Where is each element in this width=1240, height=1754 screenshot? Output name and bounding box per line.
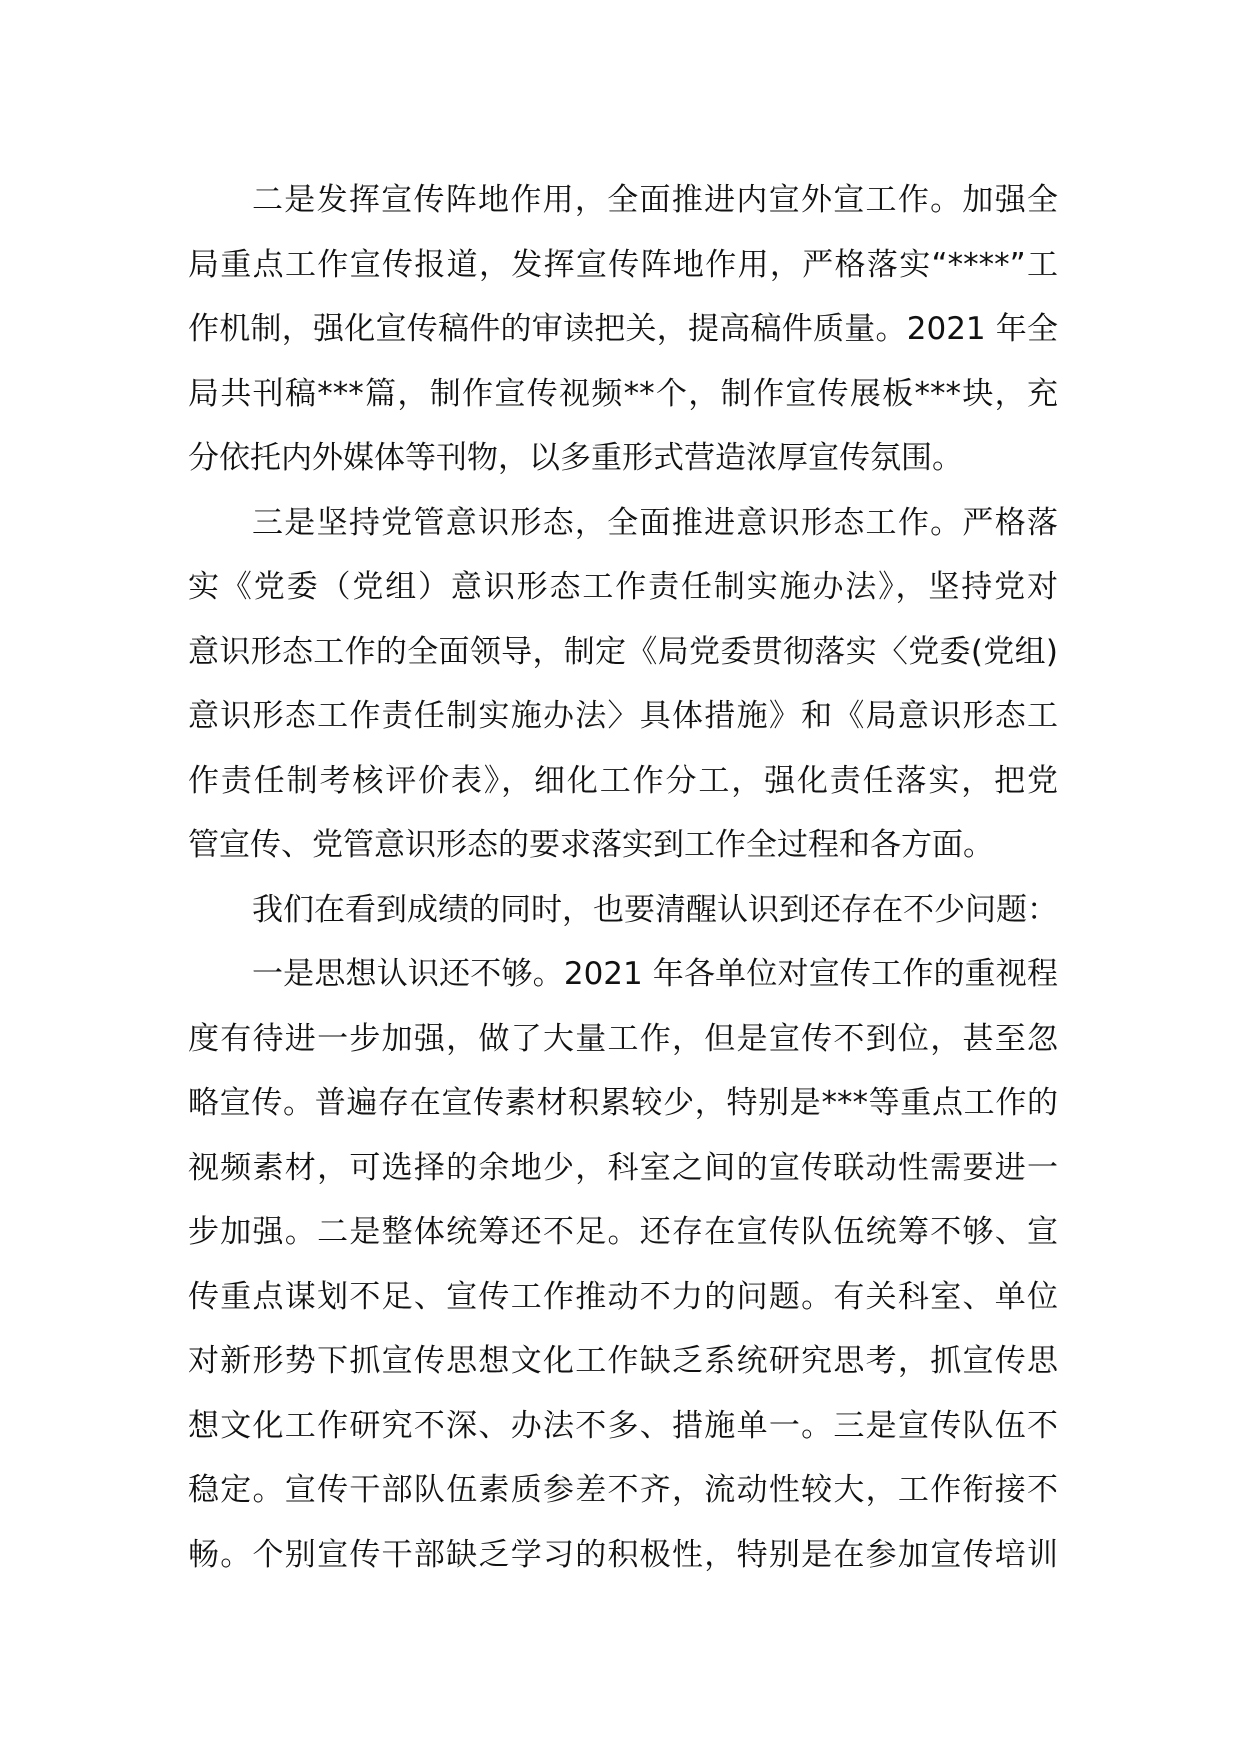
- paragraph-line: 想文化工作研究不深、办法不多、措施单一。三是宣传队伍不: [188, 1407, 1058, 1444]
- paragraph-line: 一是思想认识还不够。2021 年各单位对宣传工作的重视程: [252, 956, 1058, 992]
- paragraph-line: 管宣传、党管意识形态的要求落实到工作全过程和各方面。: [188, 827, 994, 863]
- paragraph-line: 实《党委（党组）意识形态工作责任制实施办法》，坚持党对: [188, 569, 1058, 605]
- paragraph-line: 意识形态工作责任制实施办法〉具体措施》和《局意识形态工: [188, 698, 1058, 734]
- paragraph-line: 作机制，强化宣传稿件的审读把关，提高稿件质量。2021 年全: [188, 311, 1058, 347]
- paragraph-line: 二是发挥宣传阵地作用，全面推进内宣外宣工作。加强全: [252, 182, 1058, 218]
- paragraph-line: 意识形态工作的全面领导，制定《局党委贯彻落实〈党委(党组): [188, 633, 1058, 670]
- paragraph-line: 视频素材，可选择的余地少，科室之间的宣传联动性需要进一: [188, 1149, 1058, 1186]
- paragraph-line: 度有待进一步加强，做了大量工作，但是宣传不到位，甚至忽: [188, 1020, 1058, 1057]
- paragraph-line: 稳定。宣传干部队伍素质参差不齐，流动性较大，工作衔接不: [188, 1472, 1058, 1508]
- paragraph-line: 局共刊稿***篇，制作宣传视频**个，制作宣传展板***块，充: [188, 375, 1058, 412]
- paragraph-line: 作责任制考核评价表》，细化工作分工，强化责任落实，把党: [188, 762, 1058, 799]
- paragraph-line: 略宣传。普遍存在宣传素材积累较少，特别是***等重点工作的: [188, 1085, 1058, 1121]
- paragraph-line: 局重点工作宣传报道，发挥宣传阵地作用，严格落实“****”工: [188, 246, 1058, 283]
- paragraph-line: 传重点谋划不足、宣传工作推动不力的问题。有关科室、单位: [188, 1278, 1058, 1315]
- body-text: [188, 168, 1058, 1587]
- paragraph-line: 步加强。二是整体统筹还不足。还存在宣传队伍统筹不够、宣: [188, 1214, 1058, 1250]
- paragraph-line: 对新形势下抓宣传思想文化工作缺乏系统研究思考，抓宣传思: [188, 1343, 1058, 1379]
- paragraph-line: 三是坚持党管意识形态，全面推进意识形态工作。严格落: [252, 504, 1058, 541]
- paragraph-line: 畅。个别宣传干部缺乏学习的积极性，特别是在参加宣传培训: [188, 1536, 1058, 1573]
- paragraph-line: 我们在看到成绩的同时，也要清醒认识到还存在不少问题：: [252, 891, 1058, 928]
- paragraph-line: 分依托内外媒体等刊物，以多重形式营造浓厚宣传氛围。: [188, 440, 963, 476]
